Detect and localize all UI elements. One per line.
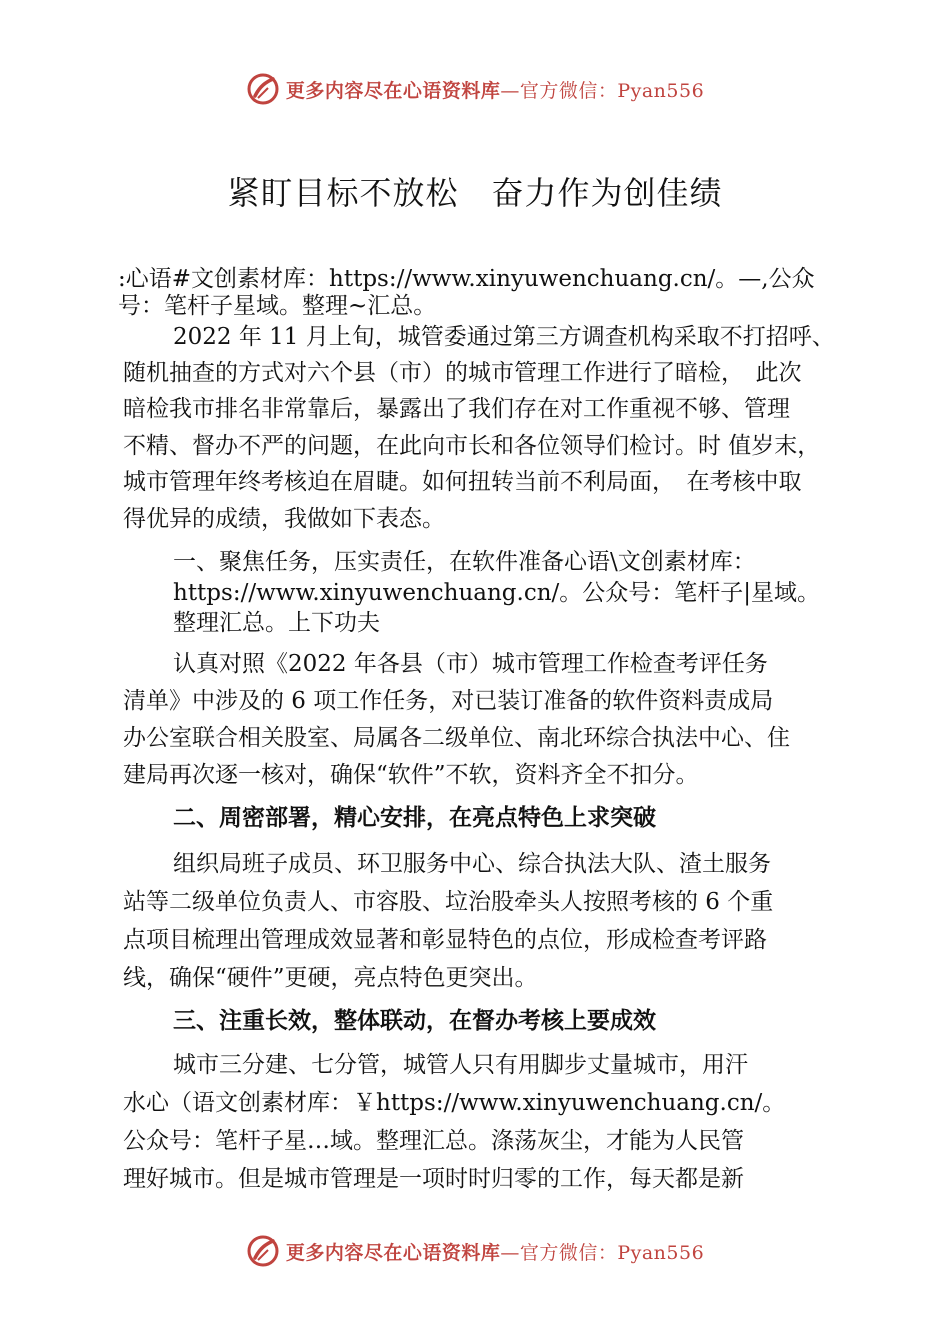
paragraph-line: 公众号：笔杆子星…域。整理汇总。涤荡灰尘，才能为人民管 xyxy=(123,1128,744,1154)
section-heading-1: https://www.xinyuwenchuang.cn/。公众号：笔杆子|星域。 xyxy=(173,580,821,606)
paragraph-line: 得优异的成绩，我做如下表态。 xyxy=(123,506,445,532)
paragraph-line: 城市管理年终考核迫在眉睫。如何扭转当前不利局面， 在考核中取 xyxy=(123,469,802,495)
section-heading-2: 二、周密部署，精心安排，在亮点特色上求突破 xyxy=(173,805,656,831)
watermark-brand: 更多内容尽在心语资料库 xyxy=(285,79,501,102)
watermark-brand: 更多内容尽在心语资料库 xyxy=(285,1241,501,1264)
paragraph-line: 理好城市。但是城市管理是一项时时归零的工作，每天都是新 xyxy=(123,1166,744,1192)
paragraph-line: 随机抽查的方式对六个县（市）的城市管理工作进行了暗检， 此次 xyxy=(123,360,802,386)
section-heading-1: 整理汇总。上下功夫 xyxy=(173,610,380,636)
paragraph-line: 组织局班子成员、环卫服务中心、综合执法大队、渣土服务 xyxy=(173,851,771,877)
paragraph-line: 不精、督办不严的问题，在此向市长和各位领导们检讨。时 值岁末， xyxy=(123,433,821,459)
intro-line: :心语#文创素材库：https://www.xinyuwenchuang.cn/。—,公众 xyxy=(118,266,815,292)
paragraph-line: 建局再次逐一核对，确保“软件”不软，资料齐全不扣分。 xyxy=(123,762,699,788)
intro-line: 号：笔杆子星域。整理~汇总。 xyxy=(118,293,437,319)
paragraph-line: 线，确保“硬件”更硬，亮点特色更突出。 xyxy=(123,965,538,991)
paragraph-line: 认真对照《2022 年各县（市）城市管理工作检查考评任务 xyxy=(173,651,768,677)
brush-seal-logo-icon xyxy=(246,1234,280,1268)
header-watermark xyxy=(0,72,950,106)
paragraph-line: 暗检我市排名非常靠后，暴露出了我们存在对工作重视不够、管理 xyxy=(123,396,790,422)
paragraph-line: 点项目梳理出管理成效显著和彰显特色的点位，形成检查考评路 xyxy=(123,927,767,953)
document-title: 紧盯目标不放松 奋力作为创佳绩 xyxy=(227,174,723,212)
paragraph-line: 办公室联合相关股室、局属各二级单位、南北环综合执法中心、住 xyxy=(123,725,790,751)
section-heading-1: 一、聚焦任务，压实责任，在软件准备心语\文创素材库： xyxy=(173,549,756,575)
footer-watermark xyxy=(0,1234,950,1268)
paragraph-line: 站等二级单位负责人、市容股、垃治股牵头人按照考核的 6 个重 xyxy=(123,889,774,915)
paragraph-line: 2022 年 11 月上旬，城管委通过第三方调查机构采取不打招呼、 xyxy=(173,324,835,350)
paragraph-line: 清单》中涉及的 6 项工作任务，对已装订准备的软件资料责成局 xyxy=(123,688,774,714)
watermark-suffix: —官方微信：Pyan556 xyxy=(500,79,705,102)
paragraph-line: 水心（语文创素材库：￥https://www.xinyuwenchuang.cn/。 xyxy=(123,1090,786,1116)
watermark-suffix: —官方微信：Pyan556 xyxy=(500,1241,705,1264)
section-heading-3: 三、注重长效，整体联动，在督办考核上要成效 xyxy=(173,1008,656,1034)
paragraph-line: 城市三分建、七分管，城管人只有用脚步丈量城市，用汗 xyxy=(173,1052,748,1078)
brush-seal-logo-icon xyxy=(246,72,280,106)
